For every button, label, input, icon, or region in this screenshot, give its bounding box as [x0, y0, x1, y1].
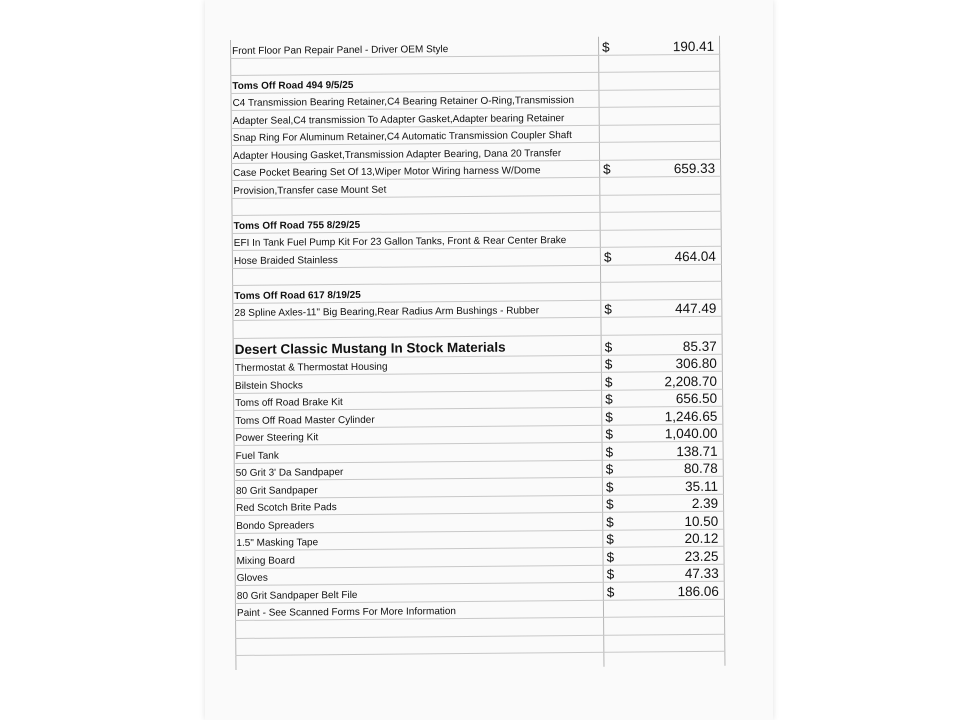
- item-amount: 190.41: [672, 38, 715, 54]
- item-amount: 85.37: [682, 338, 717, 354]
- currency-symbol: $: [606, 531, 614, 547]
- table-row: [235, 633, 725, 656]
- item-amount: 47.33: [684, 565, 719, 582]
- item-amount: 10.50: [684, 513, 719, 529]
- currency-symbol: $: [605, 426, 614, 442]
- item-amount: 2,208.70: [664, 373, 718, 389]
- item-amount: 186.06: [677, 583, 719, 599]
- item-description: Power Steering Kit: [235, 432, 319, 444]
- item-description: Bilstein Shocks: [234, 379, 303, 392]
- section-heading: Toms Off Road 494 9/5/25: [232, 79, 354, 92]
- currency-symbol: $: [605, 409, 613, 425]
- item-amount: 23.25: [684, 548, 719, 564]
- currency-symbol: $: [606, 514, 614, 530]
- item-amount: 1,246.65: [664, 408, 718, 424]
- currency-symbol: $: [602, 39, 610, 55]
- item-description: Bondo Spreaders: [236, 519, 315, 532]
- item-description: 1.5" Masking Tape: [236, 537, 319, 549]
- item-description: Mixing Board: [236, 554, 295, 567]
- item-description: Adapter Seal,C4 transmission To Adapter Gasket,Adapter bearing Retainer: [232, 112, 565, 127]
- item-description: Paint - See Scanned Forms For More Information: [236, 606, 457, 619]
- currency-symbol: $: [606, 566, 615, 582]
- item-amount: 1,040.00: [664, 425, 718, 442]
- item-description: 50 Grit 3' Da Sandpaper: [235, 467, 344, 479]
- item-amount: 447.49: [674, 300, 717, 317]
- item-amount: 656.50: [675, 390, 718, 407]
- item-description: Gloves: [236, 572, 268, 584]
- item-amount: 35.11: [685, 478, 718, 494]
- currency-symbol: $: [603, 161, 611, 177]
- item-description: 28 Spline Axles-11" Big Bearing,Rear Radius Arm Bushings - Rubber: [234, 305, 540, 319]
- section-heading: Toms Off Road 617 8/19/25: [234, 289, 361, 302]
- item-description: Fuel Tank: [235, 450, 279, 462]
- currency-symbol: $: [606, 549, 615, 565]
- item-amount: 2.39: [691, 495, 719, 511]
- item-description: Red Scotch Brite Pads: [236, 502, 337, 514]
- currency-symbol: $: [605, 461, 614, 477]
- currency-symbol: $: [606, 496, 614, 512]
- item-description: Snap Ring For Aluminum Retainer,C4 Automatic Transmission Coupler Shaft: [232, 130, 572, 144]
- item-description: Toms off Road Brake Kit: [235, 397, 343, 409]
- currency-symbol: $: [604, 339, 613, 355]
- item-description: Provision,Transfer case Mount Set: [233, 184, 387, 197]
- currency-symbol: $: [606, 584, 615, 600]
- invoice-spreadsheet: [230, 36, 725, 670]
- item-description: Adapter Housing Gasket,Transmission Adapter Bearing, Dana 20 Transfer: [232, 147, 562, 162]
- currency-symbol: $: [604, 374, 613, 390]
- item-description: Hose Braided Stainless: [233, 254, 338, 267]
- item-amount: 138.71: [676, 443, 718, 459]
- currency-symbol: $: [604, 301, 612, 317]
- section-heading: Toms Off Road 755 8/29/25: [233, 219, 361, 232]
- currency-symbol: $: [604, 356, 613, 372]
- currency-symbol: $: [605, 391, 613, 407]
- item-amount: 659.33: [673, 160, 716, 177]
- item-description: EFI In Tank Fuel Pump Kit For 23 Gallon Tanks, Front & Rear Center Brake: [233, 235, 567, 249]
- currency-symbol: $: [605, 479, 614, 495]
- currency-symbol: $: [603, 249, 612, 265]
- item-description: C4 Transmission Bearing Retainer,C4 Bearing Retainer O-Ring,Transmission: [232, 95, 575, 109]
- item-description: 80 Grit Sandpaper: [235, 484, 318, 497]
- item-amount: 20.12: [684, 530, 719, 547]
- currency-symbol: $: [605, 444, 614, 460]
- item-description: 80 Grit Sandpaper Belt File: [236, 589, 358, 602]
- item-description: Thermostat & Thermostat Housing: [234, 361, 388, 374]
- item-amount: 306.80: [675, 355, 717, 372]
- item-amount: 80.78: [683, 460, 718, 477]
- item-description: Toms Off Road Master Cylinder: [235, 414, 375, 427]
- item-amount: 464.04: [674, 248, 716, 264]
- item-description: Front Floor Pan Repair Panel - Driver OEM Style: [232, 43, 449, 57]
- section-heading: Desert Classic Mustang In Stock Materials: [234, 339, 506, 357]
- item-description: Case Pocket Bearing Set Of 13,Wiper Motor Wiring harness W/Dome: [233, 165, 541, 179]
